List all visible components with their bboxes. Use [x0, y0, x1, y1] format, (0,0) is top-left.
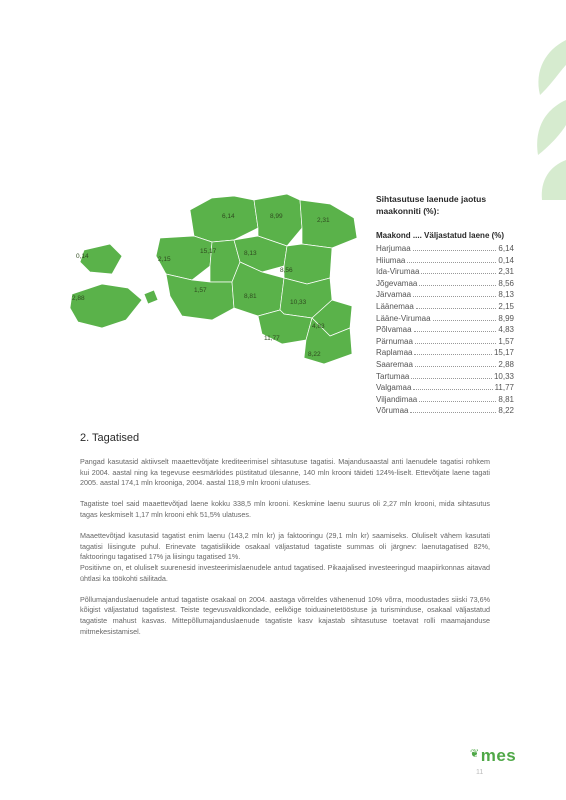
legend-county-name: Läänemaa	[376, 301, 414, 311]
legend-county-value: 8,22	[498, 406, 514, 416]
map-label: 8,13	[244, 250, 257, 257]
legend-row	[376, 336, 514, 348]
legend-leader-dots	[410, 412, 496, 413]
legend-header-county: Maakond	[376, 231, 411, 240]
map-label: 2,15	[158, 256, 171, 263]
legend-row	[376, 255, 514, 267]
legend-county-value: 2,31	[498, 267, 514, 277]
legend-row	[376, 359, 514, 371]
map-label: 4,83	[312, 323, 325, 330]
legend-leader-dots	[413, 296, 496, 297]
legend-county-name: Põlvamaa	[376, 325, 412, 335]
map-island-muhu	[144, 290, 158, 304]
legend-county-name: Ida-Virumaa	[376, 267, 420, 277]
map-label: 11,77	[264, 335, 280, 342]
map-label: 8,22	[308, 351, 321, 358]
legend-leader-dots	[407, 262, 496, 263]
legend-county-value: 1,57	[498, 336, 514, 346]
legend-county-name: Saaremaa	[376, 359, 413, 369]
legend-leader-dots	[413, 389, 492, 390]
legend-row	[376, 324, 514, 336]
legend-county-name: Jõgevamaa	[376, 278, 418, 288]
legend-county-value: 4,83	[498, 325, 514, 335]
legend-county-value: 8,81	[498, 394, 514, 404]
legend-row	[376, 394, 514, 406]
logo-text: mes	[480, 746, 517, 765]
map-label: 2,31	[317, 217, 330, 224]
legend-county-name: Lääne-Virumaa	[376, 313, 431, 323]
legend-county-name: Tartumaa	[376, 371, 410, 381]
legend-county-name: Viljandimaa	[376, 394, 418, 404]
map-label: 6,14	[222, 213, 235, 220]
map-label: 0,14	[76, 253, 89, 260]
legend-row	[376, 405, 514, 417]
legend-row	[376, 382, 514, 394]
legend-county-name: Harjumaa	[376, 244, 411, 253]
legend-county-value: 6,14	[498, 244, 514, 253]
legend-row	[376, 278, 514, 290]
section-body	[80, 457, 490, 648]
map-label: 8,81	[244, 293, 257, 300]
legend-county-name: Raplamaa	[376, 348, 413, 358]
map-label: 8,56	[280, 267, 293, 274]
legend-county-name: Võrumaa	[376, 406, 409, 416]
map-county-jogevamaa	[284, 244, 332, 284]
legend-leader-dots	[416, 308, 497, 309]
legend-leader-dots	[414, 331, 497, 332]
legend-leader-dots	[421, 273, 496, 274]
legend-county-value: 2,15	[498, 301, 514, 311]
county-loan-legend	[376, 193, 514, 417]
body-paragraph: Pangad kasutasid aktiivselt maaettevõtjate krediteerimisel sihtasutuse tagatisi. Majandusaastal anti laenudele tagatisi rohkem kui 2004. aastal ning ka tegevuse eesmärkides püstitatud ülesanne, 140 mln krooni täideti 124%-liselt. Ettevõtjate laene tagati 2005. aastal 174,1 mln krooniga, 2004. aastal 118,9 mln krooni ulatuses.	[80, 457, 490, 488]
legend-header-value: Väljastatud laene (%)	[424, 231, 505, 240]
section-title: 2. Tagatised	[80, 432, 140, 444]
map-label: 2,88	[72, 295, 85, 302]
legend-county-value: 0,14	[498, 255, 514, 265]
legend-rows	[376, 243, 514, 417]
legend-county-name: Järvamaa	[376, 290, 412, 300]
legend-row	[376, 371, 514, 383]
legend-county-name: Valgamaa	[376, 383, 412, 393]
sprout-icon: ❦	[470, 748, 480, 760]
map-county-saaremaa	[70, 284, 142, 328]
legend-leader-dots	[415, 366, 497, 367]
legend-leader-dots	[415, 343, 497, 344]
legend-county-value: 8,13	[498, 290, 514, 300]
body-paragraph: Põllumajanduslaenudele antud tagatiste osakaal on 2004. aastaga võrreldes vähenenud 10% võrra, moodustades siiski 73,6% kõigist väljastatud tagatistest. Teiste tegevusvaldkondade, eelkõige toiduainetetööstuse ja turismindusе, osakaal väljastatud tagatiste mahust kasvas. Mittepõllumajanduslaenude tagatiste kasv kajastab sihtasutuse toetavat rolli maamajanduse mitmekesistamisel.	[80, 594, 490, 636]
page-number: 11	[476, 769, 484, 776]
legend-row	[376, 289, 514, 301]
legend-row	[376, 313, 514, 325]
legend-leader-dots	[413, 250, 497, 251]
legend-county-value: 11,77	[494, 383, 514, 393]
legend-county-value: 15,17	[493, 348, 514, 358]
legend-leader-dots	[411, 378, 492, 379]
mes-logo	[470, 746, 516, 766]
legend-title: Sihtasutuse laenude jaotus maakonniti (%):	[376, 194, 487, 216]
legend-county-value: 2,88	[498, 359, 514, 369]
map-label: 10,33	[290, 299, 307, 306]
legend-leader-dots	[419, 401, 496, 402]
leaf-decoration	[526, 40, 566, 200]
map-label: 15,17	[200, 248, 217, 255]
legend-county-name: Hiiumaa	[376, 255, 406, 265]
map-label: 1,57	[194, 287, 207, 294]
map-county-viljandimaa	[232, 262, 284, 316]
legend-row	[376, 301, 514, 313]
legend-row	[376, 347, 514, 359]
legend-county-value: 8,56	[498, 278, 514, 288]
map-label: 8,99	[270, 213, 283, 220]
legend-leader-dots	[414, 354, 492, 355]
legend-leader-dots	[419, 285, 496, 286]
legend-row	[376, 266, 514, 278]
legend-header	[376, 231, 514, 240]
body-paragraph: Tagatiste toel said maaettevõtjad laene kokku 338,5 mln krooni. Keskmine laenu suurus oli 2,27 mln krooni, mida sihtasutus tagas keskmiselt 1,17 mln krooni ehk 51,5% ulatuses.	[80, 499, 490, 519]
estonia-county-map	[62, 188, 362, 368]
body-paragraph: Maaettevõtjad kasutasid tagatist enim laenu (143,2 mln kr) ja faktooringu (29,1 mln kr) saamiseks. Oluliselt vähem kasutati tagatisi liisingute puhul. Erinevate tagatisliikide osakaal väljastatud tagatiste summas oli järgnev: laenutagatised 82%, faktooringu tagatised 17% ja liisingu tagatised 1%. Positiivne on, et oluliselt suurenesid investeerimislaenudele antud tagatised. Pikaajalised investeeringud maapiirkonnas aitavad ühtlasi ka töökohti säilitada.	[80, 531, 490, 583]
legend-leader-dots	[433, 320, 497, 321]
legend-county-value: 8,99	[498, 313, 514, 323]
legend-row	[376, 243, 514, 255]
legend-header-separator: ....	[412, 231, 422, 240]
legend-county-value: 10,33	[493, 371, 514, 381]
map-county-ida-virumaa	[300, 200, 357, 248]
legend-county-name: Pärnumaa	[376, 336, 413, 346]
